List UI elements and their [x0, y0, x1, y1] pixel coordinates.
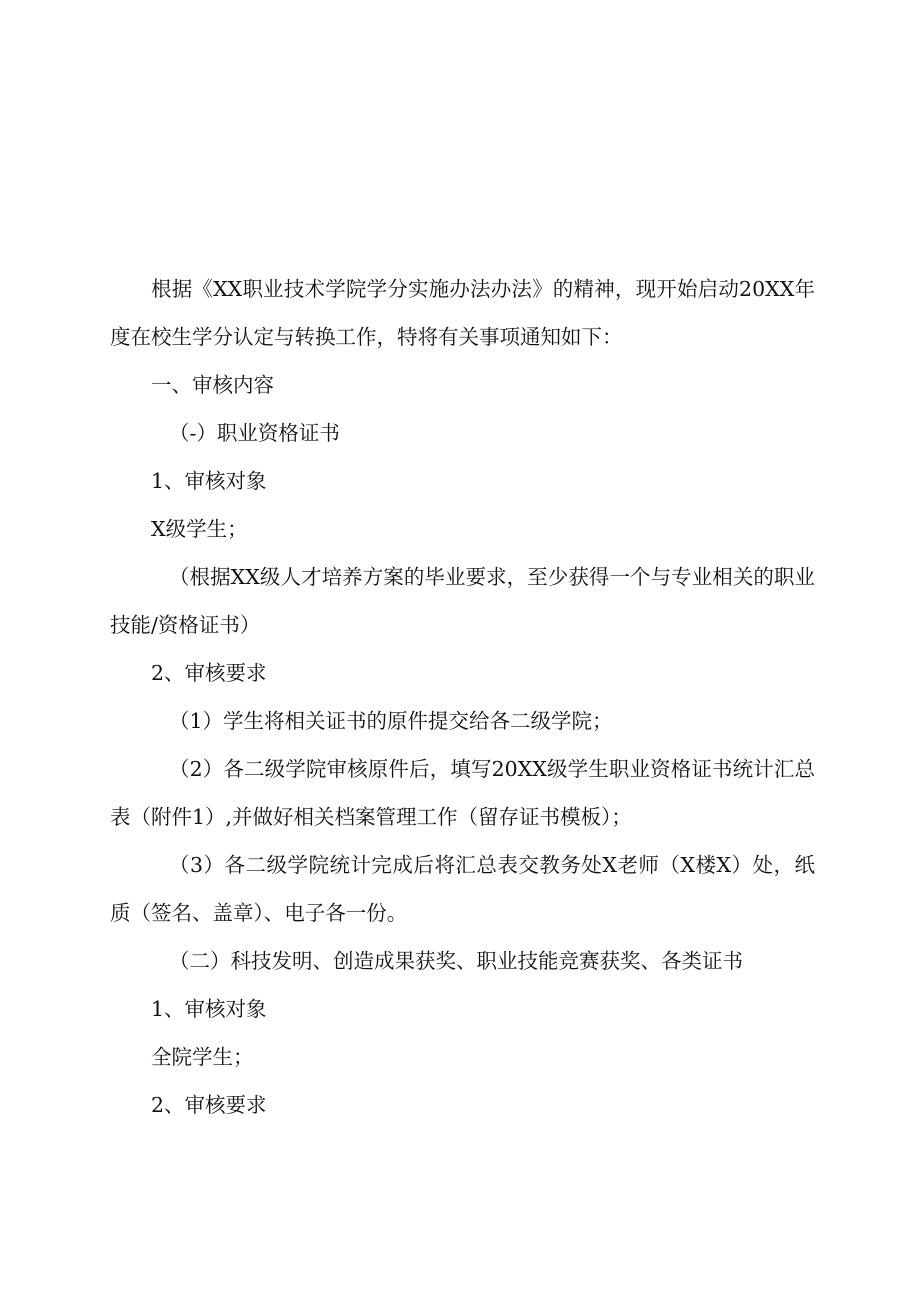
document-body	[110, 265, 815, 1129]
paragraph-target-students: X级学生；	[151, 517, 248, 541]
item-heading-review-requirements-2: 2、审核要求	[151, 1093, 267, 1117]
item-heading-review-requirements: 2、审核要求	[151, 661, 267, 685]
item-heading-review-target-2: 1、审核对象	[151, 997, 267, 1021]
requirement-item-3: （3）各二级学院统计完成后将汇总表交教务处X老师（X楼X）处，纸质（签名、盖章）、电子各一份。	[110, 853, 815, 925]
paragraph-all-students: 全院学生；	[151, 1045, 254, 1069]
requirement-item-2: （2）各二级学院审核原件后，填写20XX级学生职业资格证书统计汇总表（附件1）,并做好相关档案管理工作（留存证书模板）；	[110, 757, 815, 829]
item-heading-review-target: 1、审核对象	[151, 469, 267, 493]
intro-paragraph: 根据《XX职业技术学院学分实施办法办法》的精神，现开始启动20XX年度在校生学分认定与转换工作，特将有关事项通知如下：	[110, 277, 815, 349]
subsection-heading-certificates: （-）职业资格证书	[169, 421, 340, 445]
subsection-heading-awards: （二）科技发明、创造成果获奖、职业技能竞赛获奖、各类证书	[169, 949, 743, 973]
section-heading-review-content: 一、审核内容	[151, 373, 274, 397]
requirement-item-1: （1）学生将相关证书的原件提交给各二级学院；	[169, 709, 613, 733]
paragraph-graduation-requirement: （根据XX级人才培养方案的毕业要求，至少获得一个与专业相关的职业技能/资格证书）	[110, 565, 815, 637]
